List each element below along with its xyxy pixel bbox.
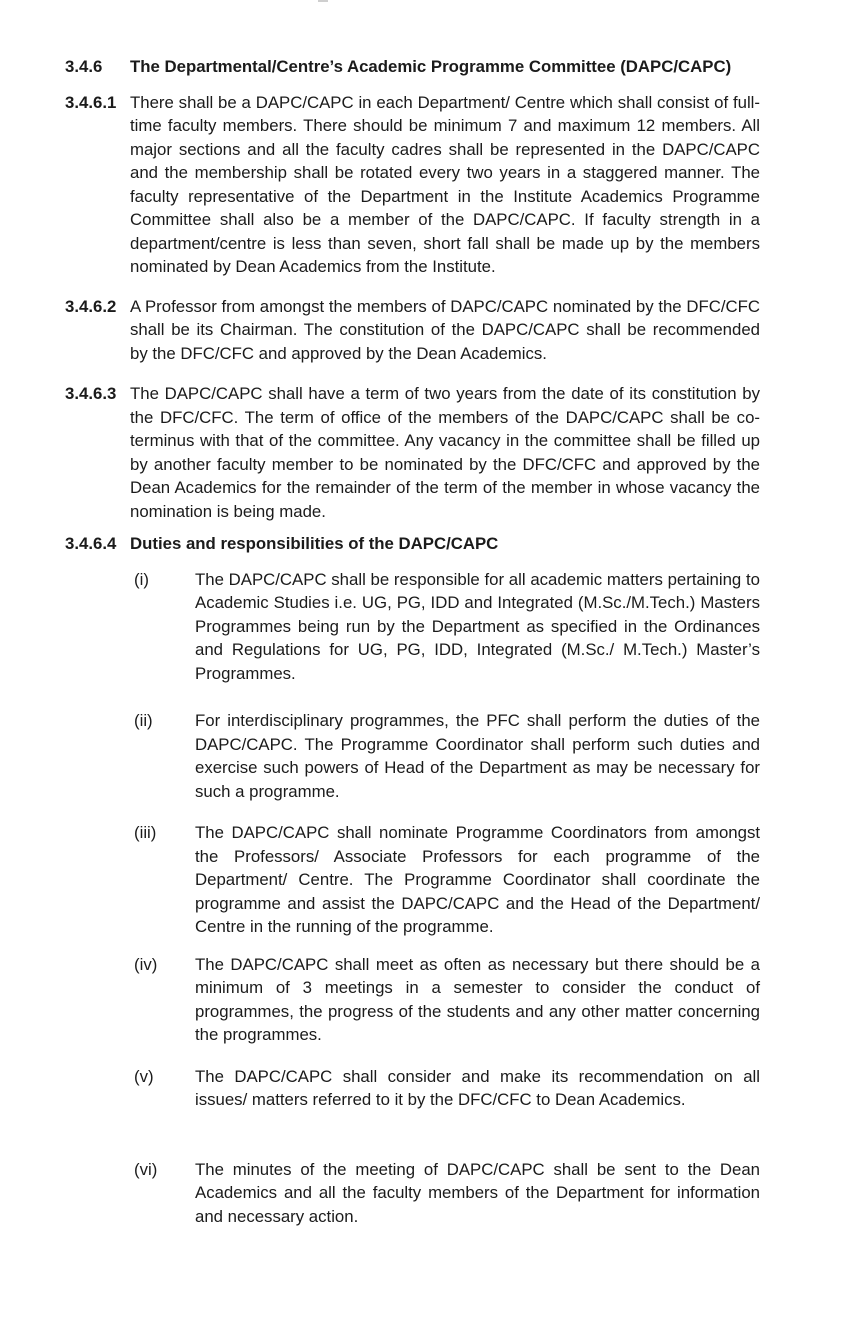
paragraph-number: 3.4.6.1 bbox=[65, 92, 117, 112]
list-item-text: The DAPC/CAPC shall nominate Programme Coordinators from amongst the Professors/ Associate Professors for each programme of the Department/ Centre. The Programme Coordinator shall coordinate the programme and assist the DAPC/CAPC and the Head of the Department/ Centre in the running of the programme. bbox=[195, 823, 760, 936]
list-item-i bbox=[134, 568, 760, 686]
section-heading-3-4-6 bbox=[65, 55, 760, 79]
paragraph-text: The DAPC/CAPC shall have a term of two years from the date of its constitution by the DFC/CFC. The term of office of the members of the DAPC/CAPC shall be co-terminus with that of the committee. Any vacancy in the committee shall be filled up by another faculty member to be nominated by the DFC/CFC and approved by the Dean Academics for the remainder of the term of the member in whose vacancy the nomination is being made. bbox=[130, 384, 760, 521]
paragraph-number: 3.4.6.3 bbox=[65, 384, 117, 403]
section-title: The Departmental/Centre’s Academic Programme Committee (DAPC/CAPC) bbox=[130, 57, 732, 76]
subsection-title: Duties and responsibilities of the DAPC/CAPC bbox=[130, 534, 499, 553]
paragraph-3-4-6-1 bbox=[65, 91, 760, 279]
duties-list bbox=[134, 568, 760, 1229]
section-number: 3.4.6 bbox=[65, 57, 103, 76]
list-item-marker: (iii) bbox=[134, 823, 157, 842]
list-item-text: The DAPC/CAPC shall meet as often as necessary but there should be a minimum of 3 meetings in a semester to consider the conduct of programmes, the progress of the students and any other matter concerning the programmes. bbox=[195, 954, 760, 1044]
paragraph-3-4-6-3 bbox=[65, 382, 760, 523]
cropped-header-artifact bbox=[318, 0, 328, 2]
list-item-v bbox=[134, 1065, 760, 1112]
list-item-marker: (ii) bbox=[134, 711, 153, 730]
paragraph-text: A Professor from amongst the members of DAPC/CAPC nominated by the DFC/CFC shall be its Chairman. The constitution of the DAPC/CAPC shall be recommended by the DFC/CFC and approved by the Dean Academics. bbox=[130, 296, 760, 363]
list-item-marker: (vi) bbox=[134, 1159, 158, 1179]
list-item-marker: (v) bbox=[134, 1066, 154, 1086]
subsection-number: 3.4.6.4 bbox=[65, 534, 117, 553]
subsection-heading-3-4-6-4 bbox=[65, 532, 760, 556]
list-item-text: For interdisciplinary programmes, the PFC shall perform the duties of the DAPC/CAPC. The Programme Coordinator shall perform such duties and exercise such powers of Head of the Department as may be necessary for such a programme. bbox=[195, 711, 760, 801]
list-item-text: The DAPC/CAPC shall consider and make its recommendation on all issues/ matters referred to it by the DFC/CFC to Dean Academics. bbox=[195, 1066, 760, 1109]
paragraph-number: 3.4.6.2 bbox=[65, 296, 117, 316]
list-item-text: The DAPC/CAPC shall be responsible for all academic matters pertaining to Academic Studies i.e. UG, PG, IDD and Integrated (M.Sc./M.Tech.) Masters Programmes being run by the Department as specified in the Ordinances and Regulations for UG, PG, IDD, Integrated (M.Sc./ M.Tech.) Master’s Programmes. bbox=[195, 569, 760, 683]
list-item-vi bbox=[134, 1158, 760, 1229]
list-item-text: The minutes of the meeting of DAPC/CAPC shall be sent to the Dean Academics and all the faculty members of the Department for information and necessary action. bbox=[195, 1159, 760, 1226]
list-item-iii bbox=[134, 821, 760, 939]
list-item-iv bbox=[134, 953, 760, 1047]
paragraph-text: There shall be a DAPC/CAPC in each Department/ Centre which shall consist of full-time faculty members. There should be minimum 7 and maximum 12 members. All major sections and all the faculty cadres shall be represented in the DAPC/CAPC and the membership shall be rotated every two years in a staggered manner. The faculty representative of the Department in the Institute Academics Programme Committee shall also be a member of the DAPC/CAPC. If faculty strength in a department/centre is less than seven, short fall shall be made up by the members nominated by Dean Academics from the Institute. bbox=[130, 92, 760, 276]
list-item-marker: (iv) bbox=[134, 954, 158, 974]
document-content bbox=[65, 55, 760, 1228]
list-item-marker: (i) bbox=[134, 569, 149, 589]
paragraph-3-4-6-2 bbox=[65, 295, 760, 366]
list-item-ii bbox=[134, 709, 760, 803]
